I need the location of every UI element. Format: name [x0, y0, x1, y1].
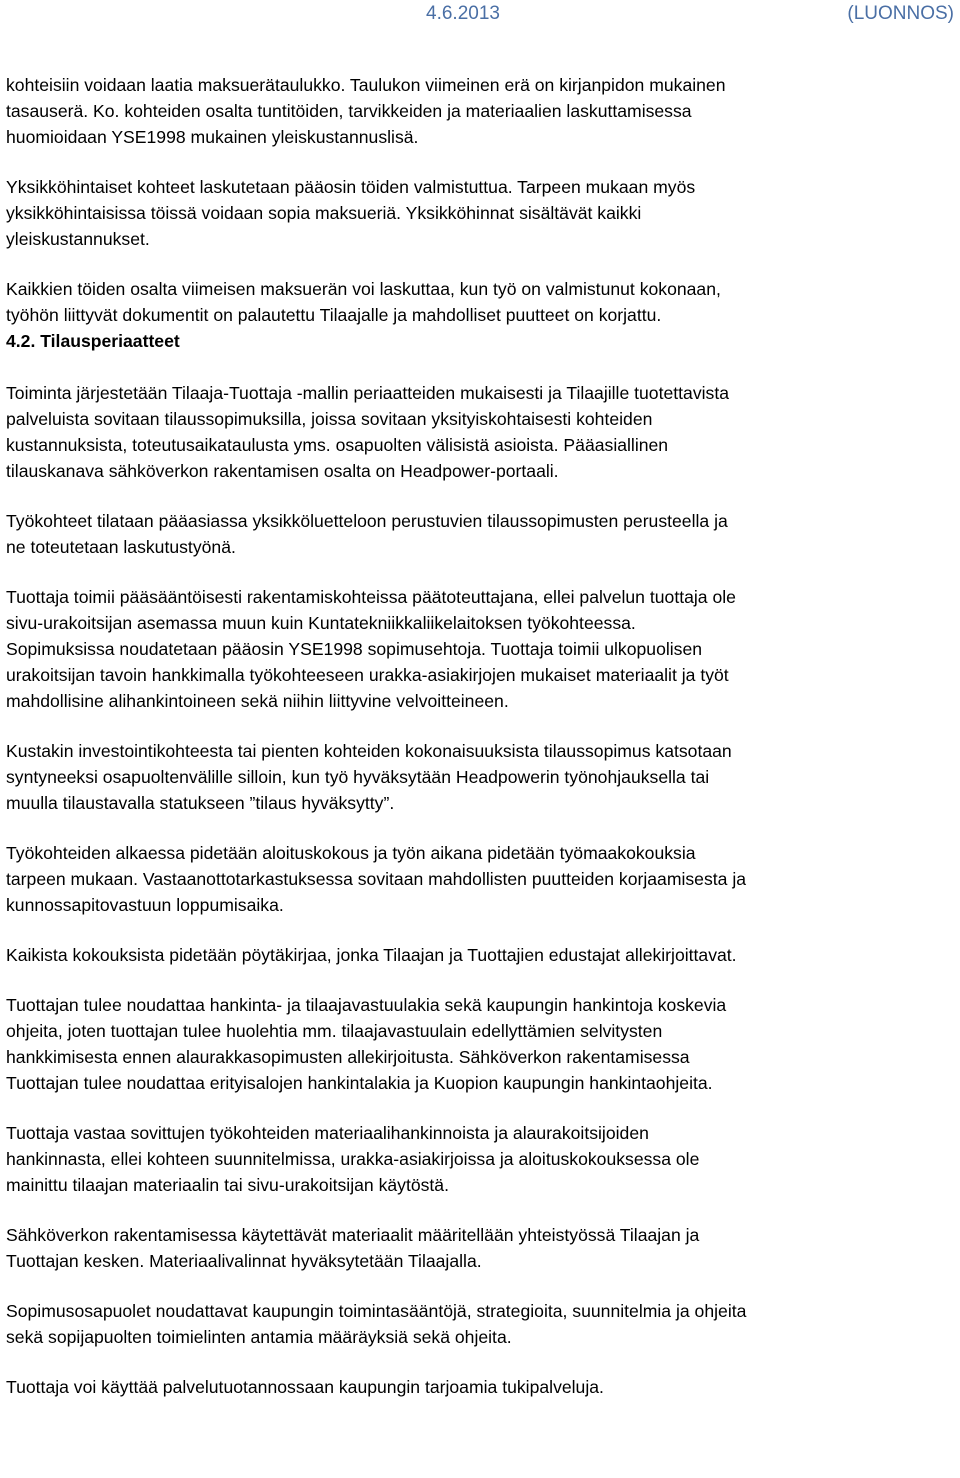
paragraph-meetings: Työkohteiden alkaessa pidetään aloituskokous ja työn aikana pidetään työmaakokouksia tarpeen mukaan. Vastaanottotarkastuksessa sovitaan mahdollisten puutteiden korjaamisesta ja kunnossapitovastuun loppumisaika.: [6, 843, 747, 915]
paragraph-work-orders: Työkohteet tilataan pääasiassa yksikköluetteloon perustuvien tilaussopimusten perusteella ja ne toteutetaan laskutustyönä.: [6, 511, 728, 557]
header-date: 4.6.2013: [426, 3, 500, 24]
document-body: [6, 72, 956, 1400]
paragraph-payment-schedule: kohteisiin voidaan laatia maksuerätaulukko. Taulukon viimeinen erä on kirjanpidon mukainen tasauserä. Ko. kohteiden osalta tuntitöiden, tarvikkeiden ja materiaalien laskuttamisessa huomioidaan YSE1998 mukainen yleiskustannuslisä.: [6, 75, 726, 147]
paragraph-material-procurement: Tuottaja vastaa sovittujen työkohteiden materiaalihankinnoista ja alaurakoitsijoiden hankinnasta, ellei kohteen suunnitelmissa, urakka-asiakirjoissa ja aloituskokouksessa ole mainittu tilaajan materiaalin tai sivu-urakoitsijan käytöstä.: [6, 1123, 700, 1195]
paragraph-final-installment: Kaikkien töiden osalta viimeisen maksuerän voi laskuttaa, kun työ on valmistunut kokonaan, työhön liittyvät dokumentit on palautettu Tilaajalle ja mahdolliset puutteet on korjattu.: [6, 279, 721, 325]
paragraph-unit-price-billing: Yksikköhintaiset kohteet laskutetaan pääosin töiden valmistuttua. Tarpeen mukaan myös yksikköhintaisissa töissä voidaan sopia maksueriä. Yksikköhinnat sisältävät kaikki yleiskustannukset.: [6, 177, 696, 249]
paragraph-material-selection: Sähköverkon rakentamisessa käytettävät materiaalit määritellään yhteistyössä Tilaajan ja Tuottajan kesken. Materiaalivalinnat hyväksytetään Tilaajalla.: [6, 1225, 700, 1271]
paragraph-ordering-model: Toiminta järjestetään Tilaaja-Tuottaja -mallin periaatteiden mukaisesti ja Tilaajille tuotettavista palveluista sovitaan tilaussopimuksilla, joissa sovitaan yksityiskohtaisesti kohteiden kustannuksista, toteutusaikataulusta yms. osapuolten välisistä asioista. Pääasiallinen tilauskanava sähköverkon rakentamisen osalta on Headpower-portaali.: [6, 383, 730, 481]
paragraph-main-implementer: Tuottaja toimii pääsääntöisesti rakentamiskohteissa päätoteuttajana, ellei palvelun tuottaja ole sivu-urakoitsijan asemassa muun kuin Kuntatekniikkaliikelaitoksen työkohteessa. Sopimuksissa noudatetaan pääosin YSE1998 sopimusehtoja. Tuottaja toimii ulkopuolisen urakoitsijan tavoin hankkimalla työkohteeseen urakka-asiakirjojen mukaiset materiaalit ja työt mahdollisine alihankintoineen sekä niihin liittyvine velvoitteineen.: [6, 587, 736, 711]
header-status: (LUONNOS): [847, 3, 954, 24]
page-header: [0, 0, 960, 34]
paragraph-procurement-law: Tuottajan tulee noudattaa hankinta- ja tilaajavastuulakia sekä kaupungin hankintoja koskevia ohjeita, joten tuottajan tulee huolehtia mm. tilaajavastuulain edellyttämien selvitysten hankkimisesta ennen alaurakkasopimusten allekirjoitusta. Sähköverkon rakentamisessa Tuottajan tulee noudattaa erityisalojen hankintalakia ja Kuopion kaupungin hankintaohjeita.: [6, 995, 727, 1093]
paragraph-support-services: Tuottaja voi käyttää palvelutuotannossaan kaupungin tarjoamia tukipalveluja.: [6, 1377, 604, 1397]
paragraph-minutes: Kaikista kokouksista pidetään pöytäkirjaa, jonka Tilaajan ja Tuottajien edustajat allekirjoittavat.: [6, 945, 737, 965]
paragraph-city-rules: Sopimusosapuolet noudattavat kaupungin toimintasääntöjä, strategioita, suunnitelmia ja ohjeita sekä sopijapuolten toimielinten antamia määräyksiä sekä ohjeita.: [6, 1301, 747, 1347]
paragraph-contract-formation: Kustakin investointikohteesta tai pienten kohteiden kokonaisuuksista tilaussopimus katsotaan syntyneeksi osapuoltenvälille silloin, kun työ hyväksytään Headpowerin työnohjauksella tai muulla tilaustavalla statukseen ”tilaus hyväksytty”.: [6, 741, 732, 813]
section-heading: 4.2. Tilausperiaatteet: [6, 331, 180, 351]
